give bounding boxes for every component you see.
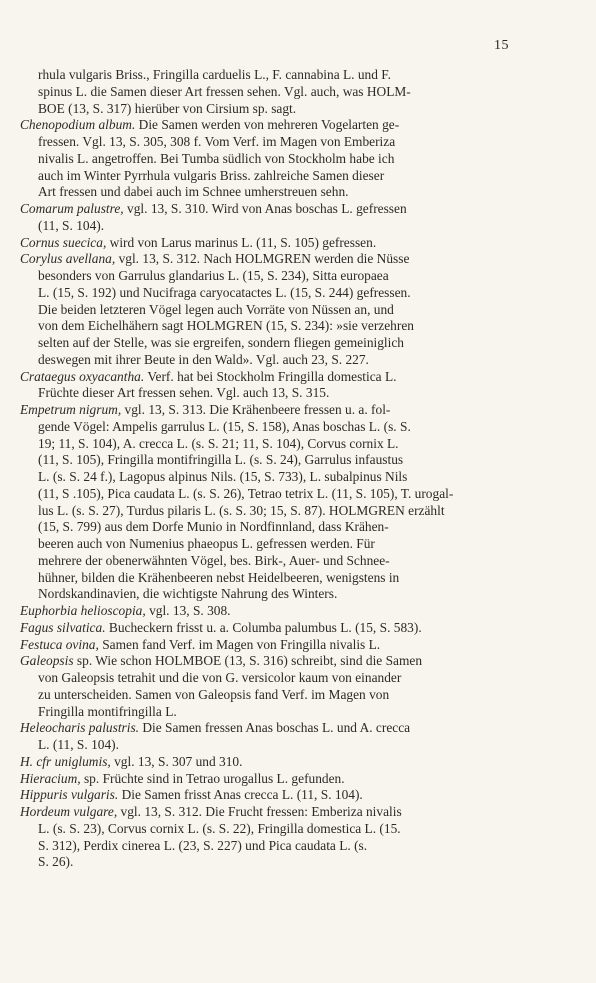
entry-continuation-line: zu unterscheiden. Samen von Galeopsis fand Verf. im Magen von [38, 686, 390, 702]
entry-item [20, 787, 528, 804]
entry-first-line [20, 201, 528, 218]
entry-continuation-line: von Galeopsis tetrahit und die von G. versicolor kaum von einander [38, 670, 402, 685]
entry-term: Crataegus oxyacantha. [20, 368, 145, 384]
entry-continuation-line: L. (s. S. 23), Corvus cornix L. (s. S. 22), Fringilla domestica L. (15. [38, 820, 401, 836]
entry-first-line [20, 117, 528, 134]
entry-term: Galeopsis [20, 653, 74, 669]
entry-term: Cornus suecica, [20, 234, 107, 250]
entry-text: Die Samen werden von mehreren Vogelarten ge- [135, 117, 400, 133]
entry-text: vgl. 13, S. 312. Die Frucht fressen: Emberiza nivalis [117, 804, 402, 819]
entry-first-line [20, 804, 528, 821]
entry-first-line [20, 402, 528, 419]
entry-term: Hippuris vulgaris. [20, 787, 119, 803]
entry-list [20, 117, 528, 871]
entry-item [20, 754, 528, 771]
page-number: 15 [494, 38, 509, 53]
entry-text: sp. Wie schon HOLMBOE (13, S. 316) schreibt, sind die Samen [73, 653, 423, 669]
entry-continuation-line: nivalis L. angetroffen. Bei Tumba südlich von Stockholm habe ich [38, 150, 395, 166]
entry-continuation-line: (11, S. 104). [38, 217, 105, 233]
text-line: rhula vulgaris Briss., Fringilla carduelis L., F. cannabina L. und F. [38, 67, 392, 82]
entry-continuation-line: fressen. Vgl. 13, S. 305, 308 f. Vom Verf. im Magen von Emberiza [38, 134, 396, 149]
entry-term: Corylus avellana, [20, 251, 116, 267]
entry-continuation-line: Fringilla montifringilla L. [38, 703, 177, 719]
entry-continuation-line: L. (s. S. 24 f.), Lagopus alpinus Nils. (15, S. 733), L. subalpinus Nils [38, 469, 408, 484]
entry-text: vgl. 13, S. 307 und 310. [110, 753, 243, 769]
entry-continuation-line: 19; 11, S. 104), A. crecca L. (s. S. 21; 11, S. 104), Corvus cornix L. [38, 435, 399, 451]
entry-text: vgl. 13, S. 313. Die Krähenbeere fressen u. a. fol- [121, 402, 391, 417]
entry-item [20, 402, 528, 603]
entry-first-line [20, 653, 528, 670]
entry-continuation-line: Nordskandinavien, die wichtigste Nahrung des Winters. [38, 586, 338, 602]
entry-first-line [20, 771, 528, 788]
entry-item [20, 235, 528, 252]
entry-text: sp. Früchte sind in Tetrao urogallus L. gefunden. [80, 770, 345, 786]
entry-continuation-line: von dem Eichelhähern sagt HOLMGREN (15, S. 234): »sie verzehren [38, 318, 414, 334]
entry-continuation-line: auch im Winter Pyrrhula vulgaris Briss. zahlreiche Samen dieser [38, 167, 385, 183]
entry-continuation-line: L. (11, S. 104). [38, 737, 119, 752]
entry-item [20, 653, 528, 720]
entry-continuation-line: selten auf der Stelle, was sie ergreifen, sondern fliegen gemeiniglich [38, 335, 405, 350]
entry-first-line [20, 637, 528, 654]
entry-continuation-line: hühner, bilden die Krähenbeeren nebst Heidelbeeren, wenigstens in [38, 569, 400, 585]
entry-item [20, 720, 528, 754]
entry-item [20, 603, 528, 620]
entry-term: Empetrum nigrum, [20, 402, 122, 417]
entry-term: H. cfr uniglumis, [20, 753, 111, 769]
entry-item [20, 369, 528, 403]
entry-term: Heleocharis palustris. [20, 720, 140, 736]
entry-first-line [20, 720, 528, 737]
entry-continuation-line: (11, S. 105), Fringilla montifringilla L. (s. S. 24), Garrulus infaustus [38, 452, 404, 468]
entry-continuation-line: gende Vögel: Ampelis garrulus L. (15, S. 158), Anas boschas L. (s. S. [38, 418, 411, 434]
entry-text: Die Samen frisst Anas crecca L. (11, S. 104). [118, 787, 363, 803]
text-line: spinus L. die Samen dieser Art fressen sehen. Vgl. auch, was HOLM- [38, 83, 411, 99]
entry-text: Verf. hat bei Stockholm Fringilla domestica L. [144, 368, 397, 384]
entry-continuation-line: (11, S .105), Pica caudata L. (s. S. 26), Tetrao tetrix L. (11, S. 105), T. urogal- [38, 485, 454, 501]
entry-continuation-line: mehrere der obenerwähnten Vögel, bes. Birk-, Auer- und Schnee- [38, 552, 390, 568]
entry-first-line [20, 620, 528, 637]
entry-term: Fagus silvatica. [20, 619, 106, 635]
entry-text: Die Samen fressen Anas boschas L. und A. crecca [139, 720, 411, 736]
entry-item [20, 620, 528, 637]
entry-item [20, 201, 528, 235]
entry-text: vgl. 13, S. 310. Wird von Anas boschas L. gefressen [123, 201, 407, 216]
entry-continuation-line: Art fressen und dabei auch im Schnee umherstreuen sehn. [38, 184, 349, 200]
entry-continuation-line: S. 312), Perdix cinerea L. (23, S. 227) und Pica caudata L. (s. [38, 837, 368, 853]
entry-continuation-line: lus L. (s. S. 27), Turdus pilaris L. (s. S. 30; 15, S. 87). HOLMGREN erzählt [38, 502, 445, 518]
entry-first-line [20, 251, 528, 268]
entry-item [20, 804, 528, 871]
entry-continuation-line: S. 26). [38, 854, 74, 870]
entry-first-line [20, 787, 528, 804]
entry-item [20, 637, 528, 654]
entry-term: Hordeum vulgare, [20, 804, 118, 819]
entry-text: vgl. 13, S. 308. [145, 603, 231, 618]
entry-continuation-line: L. (15, S. 192) und Nucifraga caryocatactes L. (15, S. 244) gefressen. [38, 284, 411, 300]
entry-text: Samen fand Verf. im Magen von Fringilla nivalis L. [98, 636, 381, 652]
entry-continuation-line: deswegen mit ihrer Beute in den Wald». Vgl. auch 23, S. 227. [38, 351, 369, 367]
entry-continuation-line: besonders von Garrulus glandarius L. (15, S. 234), Sitta europaea [38, 268, 389, 283]
entry-continuation-line: Früchte dieser Art fressen sehen. Vgl. auch 13, S. 315. [38, 385, 330, 401]
entry-text: wird von Larus marinus L. (11, S. 105) gefressen. [106, 234, 377, 250]
entry-item [20, 771, 528, 788]
entry-continuation-line: beeren auch von Numenius phaeopus L. gefressen werden. Für [38, 536, 375, 551]
entry-first-line [20, 603, 528, 620]
entry-continuation-line: (15, S. 799) aus dem Dorfe Munio in Nordfinnland, dass Krähen- [38, 519, 389, 535]
entry-item [20, 251, 528, 368]
entry-term: Hieracium, [20, 770, 81, 786]
text-body [20, 67, 528, 871]
entry-text: vgl. 13, S. 312. Nach HOLMGREN werden die Nüsse [115, 251, 410, 267]
entry-term: Comarum palustre, [20, 201, 124, 216]
text-line: BOE (13, S. 317) hierüber von Cirsium sp. sagt. [38, 100, 297, 116]
entry-term: Festuca ovina, [20, 636, 99, 652]
entry-continuation-line: Die beiden letzteren Vögel legen auch Vorräte von Nüssen an, und [38, 301, 394, 317]
entry-first-line [20, 754, 528, 771]
intro-paragraph [20, 67, 528, 117]
entry-first-line [20, 369, 528, 386]
entry-term: Chenopodium album. [20, 117, 136, 133]
entry-first-line [20, 235, 528, 252]
entry-term: Euphorbia helioscopia, [20, 603, 146, 618]
entry-text: Bucheckern frisst u. a. Columba palumbus L. (15, S. 583). [105, 619, 422, 635]
entry-item [20, 117, 528, 201]
